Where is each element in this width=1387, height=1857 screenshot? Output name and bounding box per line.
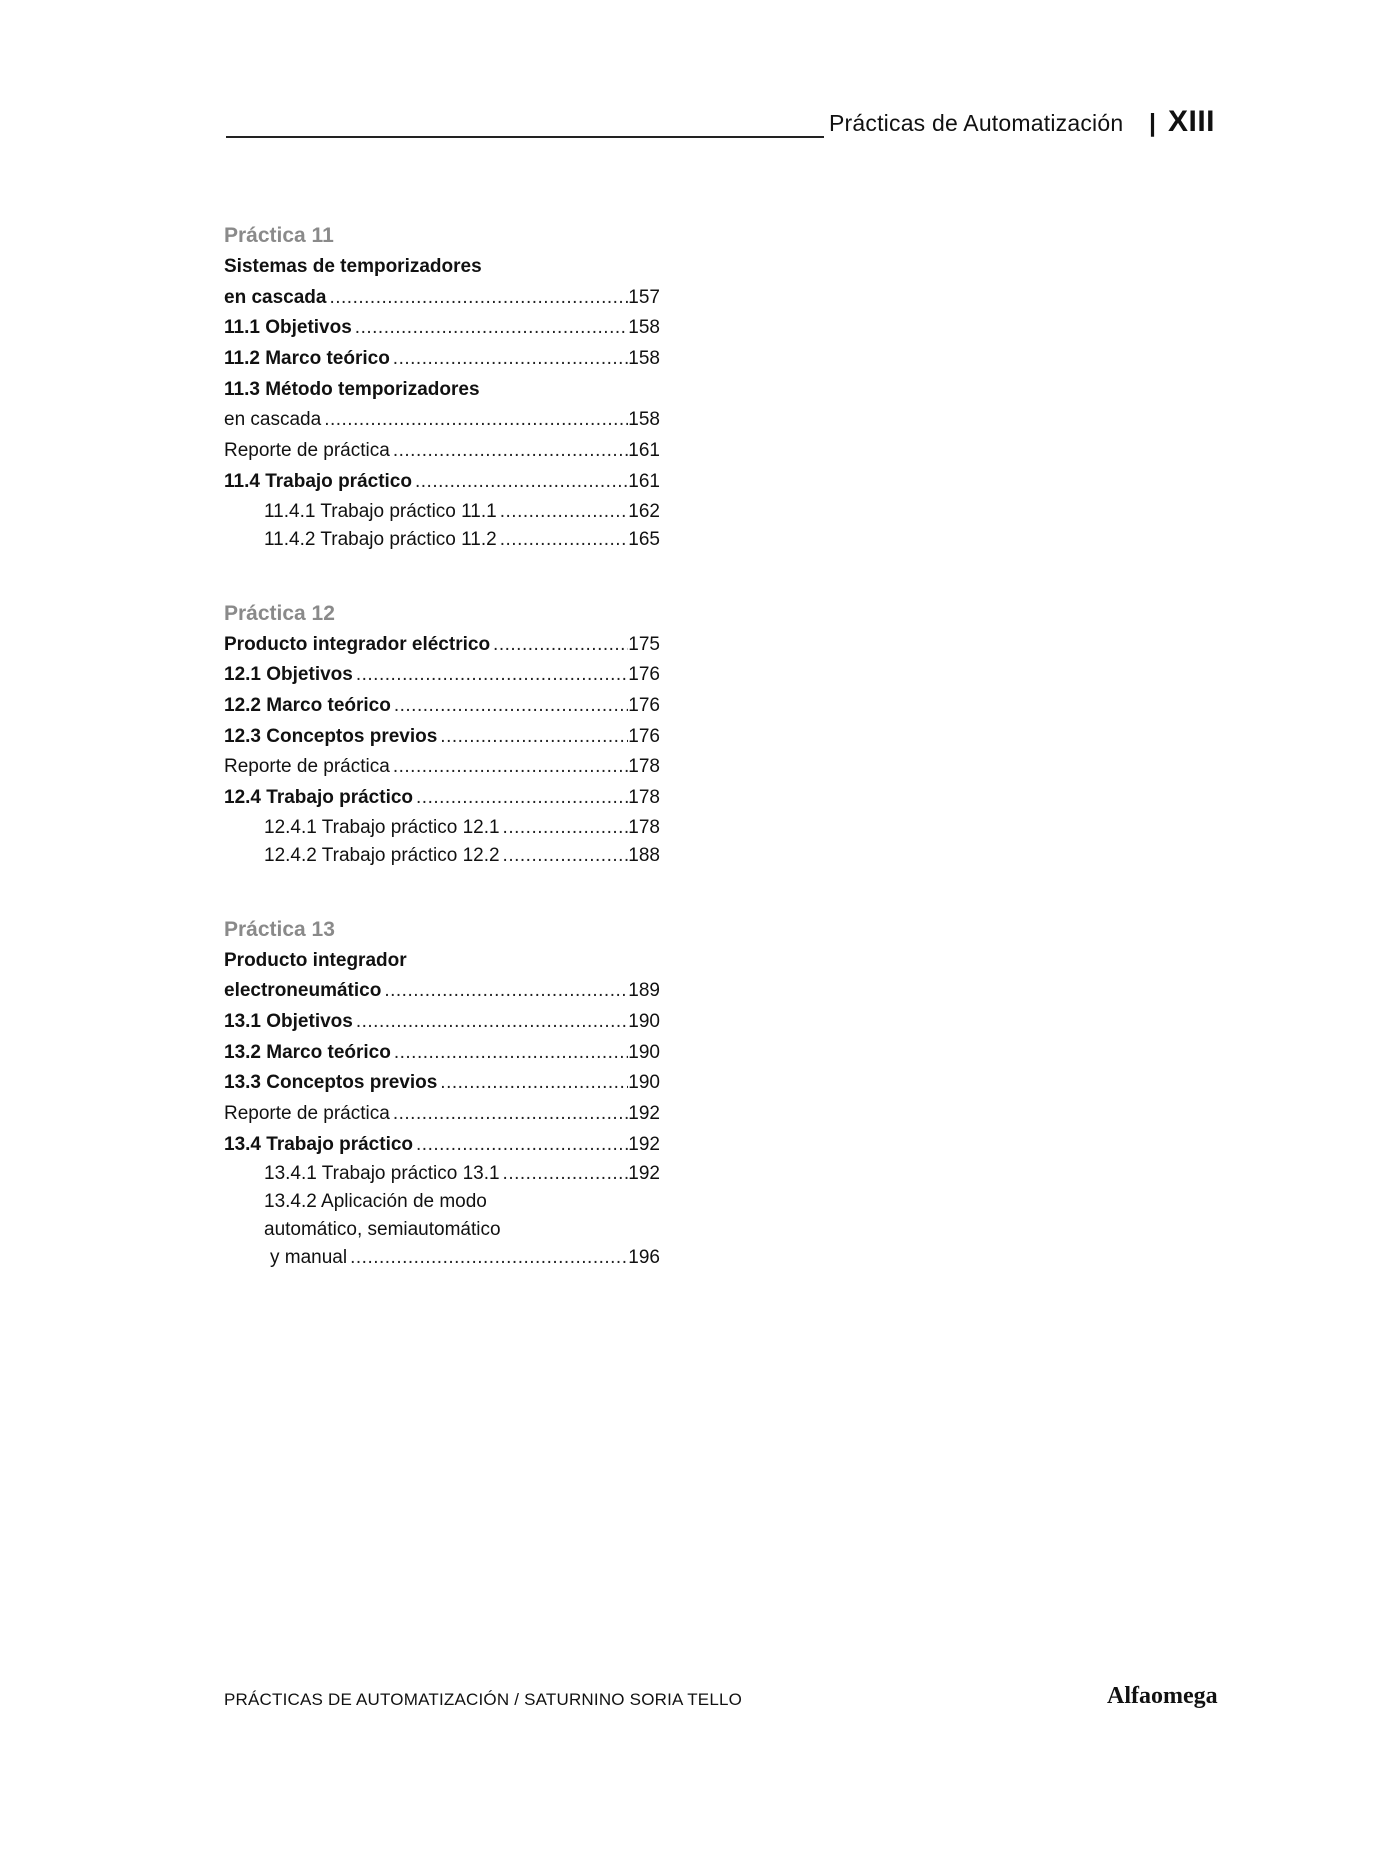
toc-entry-text: Reporte de práctica [224, 1103, 390, 1125]
toc-page-number: 176 [628, 694, 660, 716]
toc-page-number: 190 [628, 1011, 660, 1032]
dot-leader [356, 660, 628, 691]
dot-leader [440, 722, 628, 753]
toc-entry[interactable] [224, 283, 660, 314]
toc-entry-text: 11.4 Trabajo práctico [224, 470, 412, 492]
toc-entry-text: 12.1 Objetivos [224, 664, 353, 686]
toc-entry-text: en cascada [224, 409, 322, 431]
toc-page-number: 178 [628, 786, 660, 808]
dot-leader [500, 526, 629, 554]
toc-entry-text: Reporte de práctica [224, 756, 390, 778]
toc-entry[interactable] [224, 752, 660, 783]
toc-page-number: 188 [628, 844, 660, 866]
toc-entry-text: 13.1 Objetivos [224, 1011, 353, 1032]
dot-leader [350, 1244, 628, 1272]
dot-leader [393, 344, 629, 375]
toc-entry[interactable] [224, 1068, 660, 1099]
toc-page-number: 161 [628, 440, 660, 462]
section-title: Práctica 13 [224, 917, 335, 941]
toc-entry[interactable] [224, 467, 660, 498]
toc-entry[interactable] [224, 313, 660, 344]
toc-entry[interactable] [224, 1216, 660, 1244]
toc-entry-text: 11.1 Objetivos [224, 317, 352, 339]
section-title: Práctica 11 [224, 224, 334, 247]
page-number: XIII [1168, 105, 1216, 138]
toc-entry-text: 11.2 Marco teórico [224, 348, 390, 370]
toc-page-number: 192 [628, 1163, 660, 1185]
toc-entry[interactable] [224, 1188, 660, 1216]
toc-page-number: 158 [628, 348, 660, 370]
toc-entry[interactable] [224, 1099, 660, 1130]
toc-entry-text: 13.2 Marco teórico [224, 1041, 391, 1063]
toc-entry-text: Reporte de práctica [224, 440, 390, 462]
toc-entry-text: 13.3 Conceptos previos [224, 1072, 438, 1094]
toc-entry[interactable] [224, 783, 660, 814]
toc-entry-text: 11.3 Método temporizadores [224, 378, 480, 400]
dot-leader [384, 976, 628, 1007]
dot-leader [394, 1038, 628, 1069]
publisher-logo: Alfaomega [1107, 1683, 1218, 1709]
toc-entry[interactable] [224, 1160, 660, 1188]
dot-leader [415, 467, 628, 498]
toc-page-number: 178 [628, 756, 660, 778]
dot-leader [500, 498, 629, 526]
toc-entry-text: 12.4.2 Trabajo práctico 12.2 [264, 844, 500, 866]
toc-entry-text: 11.4.2 Trabajo práctico 11.2 [264, 528, 497, 550]
toc-entry[interactable] [224, 814, 660, 842]
toc-entry[interactable] [224, 252, 660, 283]
toc-entry-text: automático, semiautomático [264, 1219, 501, 1241]
toc-entry-text: en cascada [224, 286, 327, 308]
table-of-contents [224, 220, 660, 1272]
dot-leader [329, 283, 628, 314]
toc-page-number: 189 [628, 980, 660, 1002]
toc-page-number: 157 [628, 286, 660, 308]
toc-entry[interactable] [224, 976, 660, 1007]
toc-entry[interactable] [224, 436, 660, 467]
toc-entry-text: 12.2 Marco teórico [224, 694, 391, 716]
toc-page-number: 176 [628, 725, 660, 747]
toc-entry-text: 12.4.1 Trabajo práctico 12.1 [264, 816, 500, 838]
toc-page-number: 192 [628, 1103, 660, 1125]
toc-page-number: 190 [628, 1072, 660, 1094]
toc-entry[interactable] [224, 1007, 660, 1038]
toc-page-number: 190 [628, 1041, 660, 1063]
dot-leader [503, 842, 629, 870]
section-title: Práctica 12 [224, 601, 335, 625]
toc-entry-text: Producto integrador eléctrico [224, 633, 491, 655]
header-rule [226, 136, 824, 138]
footer-book-credit: PRÁCTICAS DE AUTOMATIZACIÓN / SATURNINO SORIA TELLO [224, 1690, 743, 1709]
dot-leader [393, 1099, 628, 1130]
toc-entry-text: 12.4 Trabajo práctico [224, 786, 414, 808]
toc-page-number: 192 [628, 1133, 660, 1155]
toc-page-number: 175 [628, 633, 660, 655]
toc-entry[interactable] [224, 1244, 660, 1272]
toc-page-number: 178 [628, 816, 660, 838]
toc-section [224, 220, 660, 554]
dot-leader [355, 313, 629, 344]
toc-page-number: 176 [628, 664, 660, 686]
toc-entry[interactable] [224, 375, 660, 406]
toc-entry[interactable] [224, 498, 660, 526]
toc-section [224, 914, 660, 1273]
dot-leader [393, 752, 628, 783]
running-header [226, 106, 1218, 142]
dot-leader [393, 436, 628, 467]
dot-leader [394, 691, 628, 722]
dot-leader [493, 630, 628, 661]
toc-page-number: 161 [628, 470, 660, 492]
toc-entry[interactable] [224, 630, 660, 661]
dot-leader [440, 1068, 628, 1099]
toc-entry[interactable] [224, 722, 660, 753]
dot-leader [503, 1160, 629, 1188]
toc-entry[interactable] [224, 660, 660, 691]
header-separator: | [1149, 109, 1156, 137]
toc-entry[interactable] [224, 691, 660, 722]
toc-entry[interactable] [224, 526, 660, 554]
toc-entry[interactable] [224, 946, 660, 977]
toc-page-number: 165 [628, 528, 660, 550]
toc-section [224, 598, 660, 870]
toc-entry[interactable] [224, 1130, 660, 1161]
toc-entry[interactable] [224, 1038, 660, 1069]
toc-entry-text: electroneumático [224, 980, 382, 1002]
dot-leader [416, 783, 628, 814]
dot-leader [356, 1007, 628, 1038]
dot-leader [416, 1130, 628, 1161]
dot-leader [503, 814, 629, 842]
toc-entry-text: 12.3 Conceptos previos [224, 725, 438, 747]
toc-entry-text: 11.4.1 Trabajo práctico 11.1 [264, 500, 497, 522]
toc-page-number: 158 [628, 409, 660, 431]
toc-entry-text: 13.4.2 Aplicación de modo [264, 1191, 487, 1213]
toc-page-number: 158 [628, 317, 660, 339]
toc-entry[interactable] [224, 405, 660, 436]
toc-entry-text: Producto integrador [224, 949, 407, 971]
toc-page-number: 162 [628, 500, 660, 522]
toc-entry-text: 13.4.1 Trabajo práctico 13.1 [264, 1163, 500, 1185]
book-title: Prácticas de Automatización [829, 110, 1124, 136]
dot-leader [324, 405, 628, 436]
toc-entry[interactable] [224, 344, 660, 375]
toc-entry-text: Sistemas de temporizadores [224, 256, 482, 277]
toc-entry[interactable] [224, 842, 660, 870]
toc-entry-text: 13.4 Trabajo práctico [224, 1133, 414, 1155]
toc-entry-text: y manual [270, 1247, 348, 1269]
toc-page-number: 196 [628, 1247, 660, 1269]
